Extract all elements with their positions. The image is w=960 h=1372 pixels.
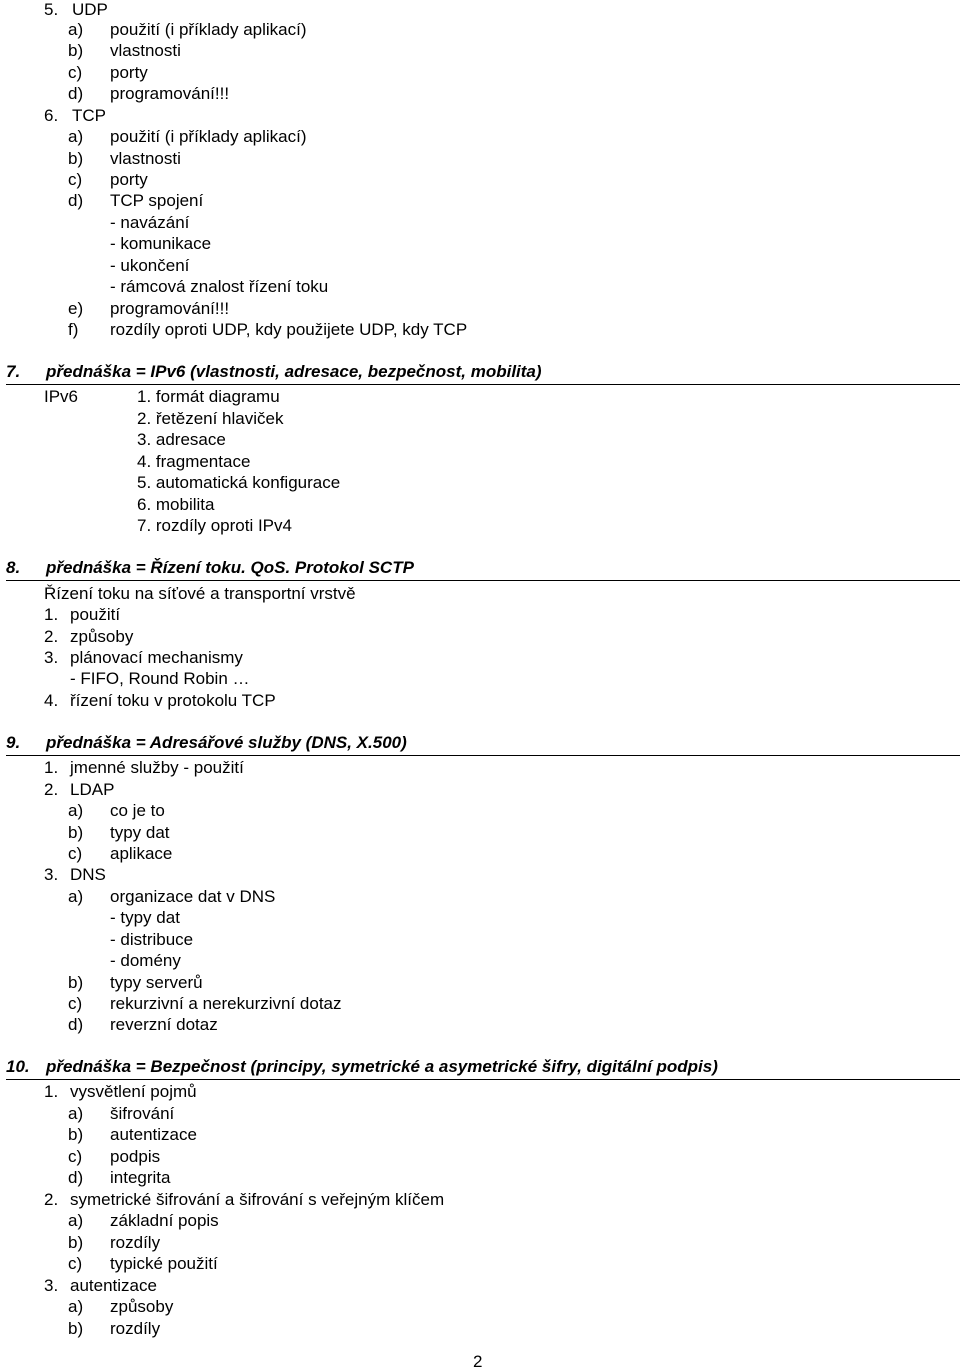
list-item: Řízení toku na síťové a transportní vrstvě (44, 584, 356, 603)
list-marker: d) (68, 84, 84, 103)
list-item: vlastnosti (110, 149, 181, 168)
lecture-number: 8. (6, 558, 21, 577)
list-number: 6. (44, 106, 59, 125)
list-item: - ukončení (110, 256, 190, 275)
list-item: 2. řetězení hlaviček (137, 409, 284, 428)
list-marker: a) (68, 1104, 84, 1123)
list-marker: c) (68, 63, 83, 82)
list-item: 7. rozdíly oproti IPv4 (137, 516, 292, 535)
list-item: 5. automatická konfigurace (137, 473, 341, 492)
list-item: TCP spojení (110, 191, 204, 210)
list-marker: c) (68, 1254, 83, 1273)
section-title-udp: UDP (72, 0, 108, 19)
list-marker: a) (68, 1297, 84, 1316)
list-marker: 1. (44, 758, 59, 777)
lecture-title: přednáška = Řízení toku. QoS. Protokol SCTP (46, 558, 414, 577)
list-item: aplikace (110, 844, 173, 863)
list-marker: 1. (44, 605, 59, 624)
list-number: 5. (44, 0, 59, 19)
lecture-number: 10. (6, 1057, 30, 1076)
list-marker: c) (68, 170, 83, 189)
list-item: - rámcová znalost řízení toku (110, 277, 329, 296)
list-marker: a) (68, 1211, 84, 1230)
lecture-heading (6, 1057, 960, 1080)
list-item: 3. adresace (137, 430, 226, 449)
list-item: typy dat (110, 823, 170, 842)
list-item: řízení toku v protokolu TCP (70, 691, 276, 710)
list-marker: b) (68, 41, 84, 60)
list-item: 1. formát diagramu (137, 387, 280, 406)
list-marker: d) (68, 191, 84, 210)
list-item: použití (70, 605, 121, 624)
list-marker: a) (68, 801, 84, 820)
list-marker: a) (68, 127, 84, 146)
list-item: rozdíly (110, 1233, 161, 1252)
list-marker: c) (68, 844, 83, 863)
list-item: autentizace (70, 1276, 157, 1295)
list-marker: b) (68, 823, 84, 842)
lecture-number: 9. (6, 733, 21, 752)
list-marker: 3. (44, 865, 59, 884)
list-marker: 3. (44, 648, 59, 667)
list-marker: 2. (44, 1190, 59, 1209)
lecture-title: přednáška = Adresářové služby (DNS, X.500) (46, 733, 407, 752)
lecture-heading (6, 733, 960, 756)
list-item: způsoby (70, 627, 134, 646)
lecture-number: 7. (6, 362, 21, 381)
list-item: jmenné služby - použití (70, 758, 244, 777)
list-item: rozdíly oproti UDP, kdy použijete UDP, kdy TCP (110, 320, 468, 339)
section-title-tcp: TCP (72, 106, 106, 125)
list-marker: a) (68, 20, 84, 39)
list-item: LDAP (70, 780, 115, 799)
list-marker: d) (68, 1015, 84, 1034)
list-marker: b) (68, 1233, 84, 1252)
list-item: - FIFO, Round Robin … (70, 669, 250, 688)
list-item: - typy dat (110, 908, 180, 927)
list-marker: 2. (44, 627, 59, 646)
list-item: typy serverů (110, 973, 203, 992)
list-lead: IPv6 (44, 387, 79, 406)
list-item: použití (i příklady aplikací) (110, 127, 307, 146)
list-marker: b) (68, 1125, 84, 1144)
list-item: rozdíly (110, 1319, 161, 1338)
list-marker: b) (68, 973, 84, 992)
lecture-title: přednáška = Bezpečnost (principy, symetrické a asymetrické šifry, digitální podpis) (46, 1057, 718, 1076)
list-item: způsoby (110, 1297, 174, 1316)
list-item: porty (110, 170, 148, 189)
list-item: 4. fragmentace (137, 452, 251, 471)
list-item: programování!!! (110, 84, 230, 103)
list-item: reverzní dotaz (110, 1015, 218, 1034)
list-item: rekurzivní a nerekurzivní dotaz (110, 994, 342, 1013)
lecture-heading (6, 362, 960, 385)
list-item: 6. mobilita (137, 495, 215, 514)
list-marker: c) (68, 1147, 83, 1166)
list-item: integrita (110, 1168, 171, 1187)
list-marker: b) (68, 1319, 84, 1338)
list-item: - domény (110, 951, 181, 970)
list-marker: 4. (44, 691, 59, 710)
list-item: vlastnosti (110, 41, 181, 60)
list-item: typické použití (110, 1254, 218, 1273)
list-item: - distribuce (110, 930, 194, 949)
list-item: základní popis (110, 1211, 219, 1230)
list-item: - komunikace (110, 234, 212, 253)
list-item: šifrování (110, 1104, 175, 1123)
list-item: autentizace (110, 1125, 197, 1144)
list-item: podpis (110, 1147, 161, 1166)
list-item: co je to (110, 801, 165, 820)
list-marker: e) (68, 299, 84, 318)
list-item: vysvětlení pojmů (70, 1082, 197, 1101)
list-item: symetrické šifrování a šifrování s veřejným klíčem (70, 1190, 445, 1209)
list-marker: d) (68, 1168, 84, 1187)
list-marker: 3. (44, 1276, 59, 1295)
page-number: 2 (473, 1352, 483, 1371)
list-marker: 2. (44, 780, 59, 799)
list-item: použití (i příklady aplikací) (110, 20, 307, 39)
list-marker: c) (68, 994, 83, 1013)
list-marker: f) (68, 320, 79, 339)
list-marker: 1. (44, 1082, 59, 1101)
list-item: organizace dat v DNS (110, 887, 276, 906)
list-item: - navázání (110, 213, 190, 232)
list-item: porty (110, 63, 148, 82)
list-item: DNS (70, 865, 106, 884)
list-marker: a) (68, 887, 84, 906)
list-item: plánovací mechanismy (70, 648, 243, 667)
list-marker: b) (68, 149, 84, 168)
list-item: programování!!! (110, 299, 230, 318)
lecture-title: přednáška = IPv6 (vlastnosti, adresace, bezpečnost, mobilita) (46, 362, 542, 381)
lecture-heading (6, 558, 960, 581)
